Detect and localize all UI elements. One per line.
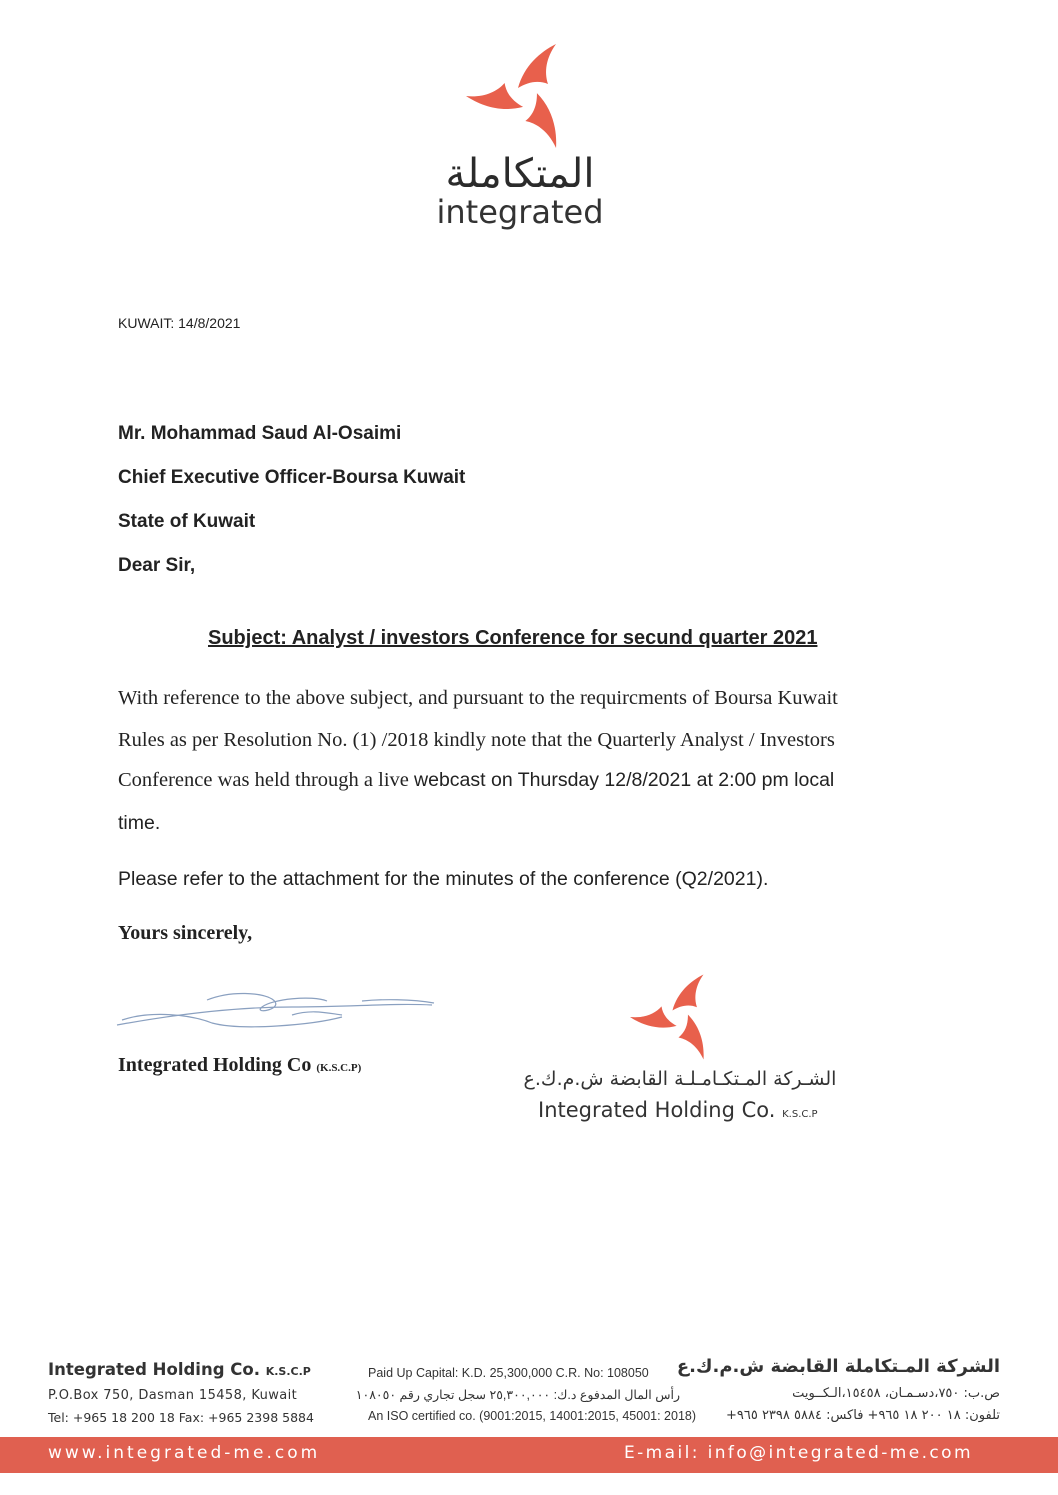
paragraph-line: With reference to the above subject, and pursuant to the requircments of Boursa Kuwait [118, 687, 838, 709]
footer-email-link[interactable]: E-mail: info@integrated-me.com [624, 1443, 973, 1463]
recipient-location: State of Kuwait [118, 511, 256, 532]
footer-website-link[interactable]: www.integrated-me.com [48, 1443, 321, 1463]
footer-tel-fax: Tel: +965 18 200 18 Fax: +965 2398 5884 [48, 1410, 314, 1425]
footer-company [48, 1360, 311, 1379]
letter-subject: Subject: Analyst / investors Conference for secund quarter 2021 [208, 627, 818, 649]
footer-capital: Paid Up Capital: K.D. 25,300,000 C.R. No: 108050 [368, 1366, 649, 1380]
footer-po-box: P.O.Box 750, Dasman 15458, Kuwait [48, 1388, 298, 1403]
closing: Yours sincerely, [118, 922, 253, 944]
signatory-company-suffix: (K.S.C.P) [316, 1062, 362, 1074]
signatory-company [118, 1054, 361, 1077]
footer-tel-fax-arabic: تلفون: ١٨ ٢٠٠ ١٨ ٩٦٥+ فاكس: ٥٨٨٤ ٢٣٩٨ ٩٦٥+ [725, 1408, 1000, 1423]
footer-company-suffix: K.S.C.P [265, 1365, 311, 1378]
letter-date: KUWAIT: 14/8/2021 [118, 315, 241, 331]
paragraph-line: time. [118, 812, 161, 834]
signatory-company-name: Integrated Holding Co [118, 1054, 312, 1076]
footer-capital-arabic: رأس المال المدفوع د.ك: ٢٥,٣٠٠,٠٠٠ سجل تجاري رقم ١٠٨٠٥٠ [355, 1388, 680, 1402]
stamp-english-text: Integrated Holding Co. [538, 1098, 776, 1122]
footer-company-name: Integrated Holding Co. [48, 1360, 260, 1379]
paragraph-line [118, 769, 834, 792]
recipient-name: Mr. Mohammad Saud Al-Osaimi [118, 423, 402, 444]
salutation: Dear Sir, [118, 555, 196, 576]
handwritten-signature [112, 985, 442, 1035]
paragraph-line: Rules as per Resolution No. (1) /2018 kindly note that the Quarterly Analyst / Investors [118, 729, 835, 751]
footer-iso: An ISO certified co. (9001:2015, 14001:2015, 45001: 2018) [368, 1409, 697, 1423]
paragraph-segment: webcast on Thursday 12/8/2021 at 2:00 pm local [414, 769, 835, 791]
paragraph-attachment-note: Please refer to the attachment for the minutes of the conference (Q2/2021). [118, 868, 769, 890]
stamp-arabic-name: الشـركة المـتكـامـلـة القابضة ش.م.ك.ع [523, 1068, 837, 1090]
company-stamp-logo [630, 968, 728, 1066]
stamp-english-suffix: K.S.C.P [782, 1109, 818, 1120]
paragraph-segment: Conference was held through a live [118, 769, 409, 791]
footer-po-box-arabic: ص.ب: ٧٥٠،دسـمـان، ١٥٤٥٨،الـكــويت [792, 1386, 1000, 1401]
footer-company-arabic: الشركة المـتكاملة القابضة ش.م.ك.ع [676, 1356, 1000, 1377]
logo-arabic-wordmark: المتكاملة [445, 151, 595, 197]
logo-english-wordmark: integrated [436, 193, 604, 231]
stamp-english-name [538, 1098, 818, 1122]
recipient-title: Chief Executive Officer-Boursa Kuwait [118, 467, 466, 488]
integrated-logo-mark [466, 36, 586, 156]
